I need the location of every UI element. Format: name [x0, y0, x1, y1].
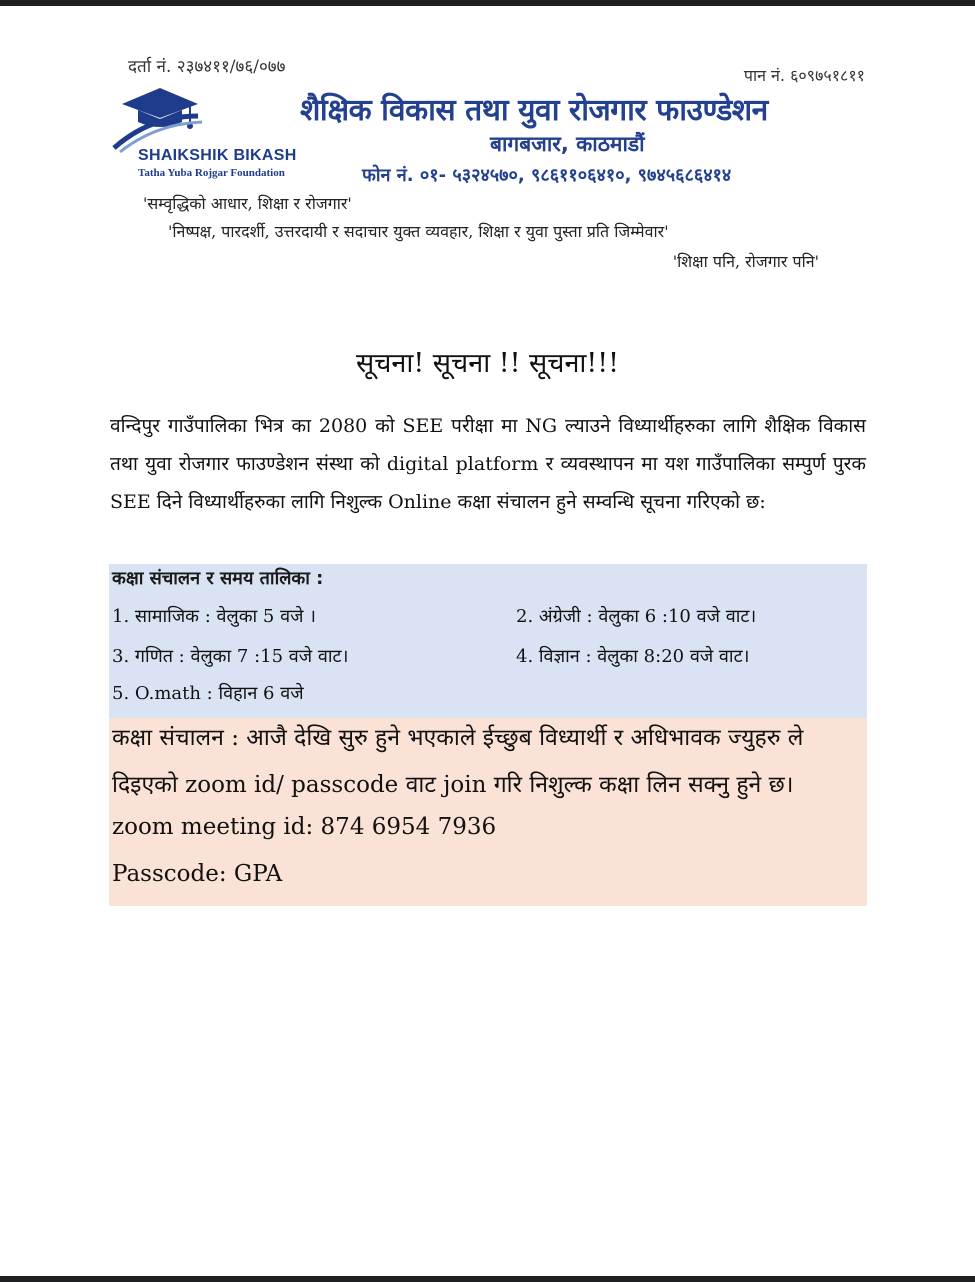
motto-line-1: 'सम्वृद्धिको आधार, शिक्षा र रोजगार' — [143, 194, 352, 213]
logo-subtext: Tatha Yuba Rojgar Foundation — [138, 167, 285, 179]
bottom-border — [0, 1276, 975, 1282]
notice-title: सूचना! सूचना !! सूचना!!! — [356, 348, 619, 379]
motto-line-3: 'शिक्षा पनि, रोजगार पनि' — [672, 252, 819, 271]
class-schedule-box — [109, 564, 867, 718]
logo-text: SHAIKSHIK BIKASH — [138, 147, 297, 164]
zoom-meeting-id: zoom meeting id: 874 6954 7936 — [112, 814, 497, 840]
schedule-item: 4. विज्ञान : वेलुका 8:20 वजे वाट। — [516, 646, 750, 667]
schedule-title: कक्षा संचालन र समय तालिका : — [112, 568, 324, 589]
schedule-item: 1. सामाजिक : वेलुका 5 वजे । — [112, 606, 317, 627]
motto-line-2: 'निष्पक्ष, पारदर्शी, उत्तरदायी र सदाचार युक्त व्यवहार, शिक्षा र युवा पुस्ता प्रति जिम्मेवार' — [168, 222, 669, 241]
schedule-item: 5. O.math : विहान 6 वजे — [112, 683, 304, 704]
class-info-line-1: कक्षा संचालन : आजै देखि सुरु हुने भएकाले ईच्छुब विध्यार्थी र अधिभावक ज्युहरु ले — [112, 725, 804, 751]
organization-address: बागबजार, काठमाडौं — [490, 132, 645, 156]
organization-name: शैक्षिक विकास तथा युवा रोजगार फाउण्डेशन — [300, 93, 768, 128]
class-info-line-2: दिइएको zoom id/ passcode वाट join गरि निशुल्क कक्षा लिन सक्नु हुने छ। — [112, 772, 794, 798]
organization-phone: फोन नं. ०१- ५३२४५७०, ९८६११०६४१०, ९७४५६८६४१४ — [362, 165, 732, 186]
registration-number: दर्ता नं. २३७४११/७६/०७७ — [128, 57, 286, 77]
pan-number: पान नं. ६०९७५१८११ — [743, 66, 865, 85]
class-info-box — [109, 718, 867, 906]
schedule-item: 2. अंग्रेजी : वेलुका 6 :10 वजे वाट। — [516, 606, 757, 627]
top-border — [0, 0, 975, 6]
notice-body: वन्दिपुर गाउँपालिका भित्र का 2080 को SEE परीक्षा मा NG ल्याउने विध्यार्थीहरुका लागि शैक्षिक विकास तथा युवा रोजगार फाउण्डेशन संस्था को digital platform र व्यवस्थापन मा यश गाउँपालिका सम्पुर्ण पुरक SEE दिने विध्यार्थीहरुका लागि निशुल्क Online कक्षा संचालन हुने सम्वन्धि सूचना गरिएको छ: — [110, 415, 866, 513]
schedule-item: 3. गणित : वेलुका 7 :15 वजे वाट। — [112, 646, 349, 667]
zoom-passcode: Passcode: GPA — [112, 861, 283, 887]
